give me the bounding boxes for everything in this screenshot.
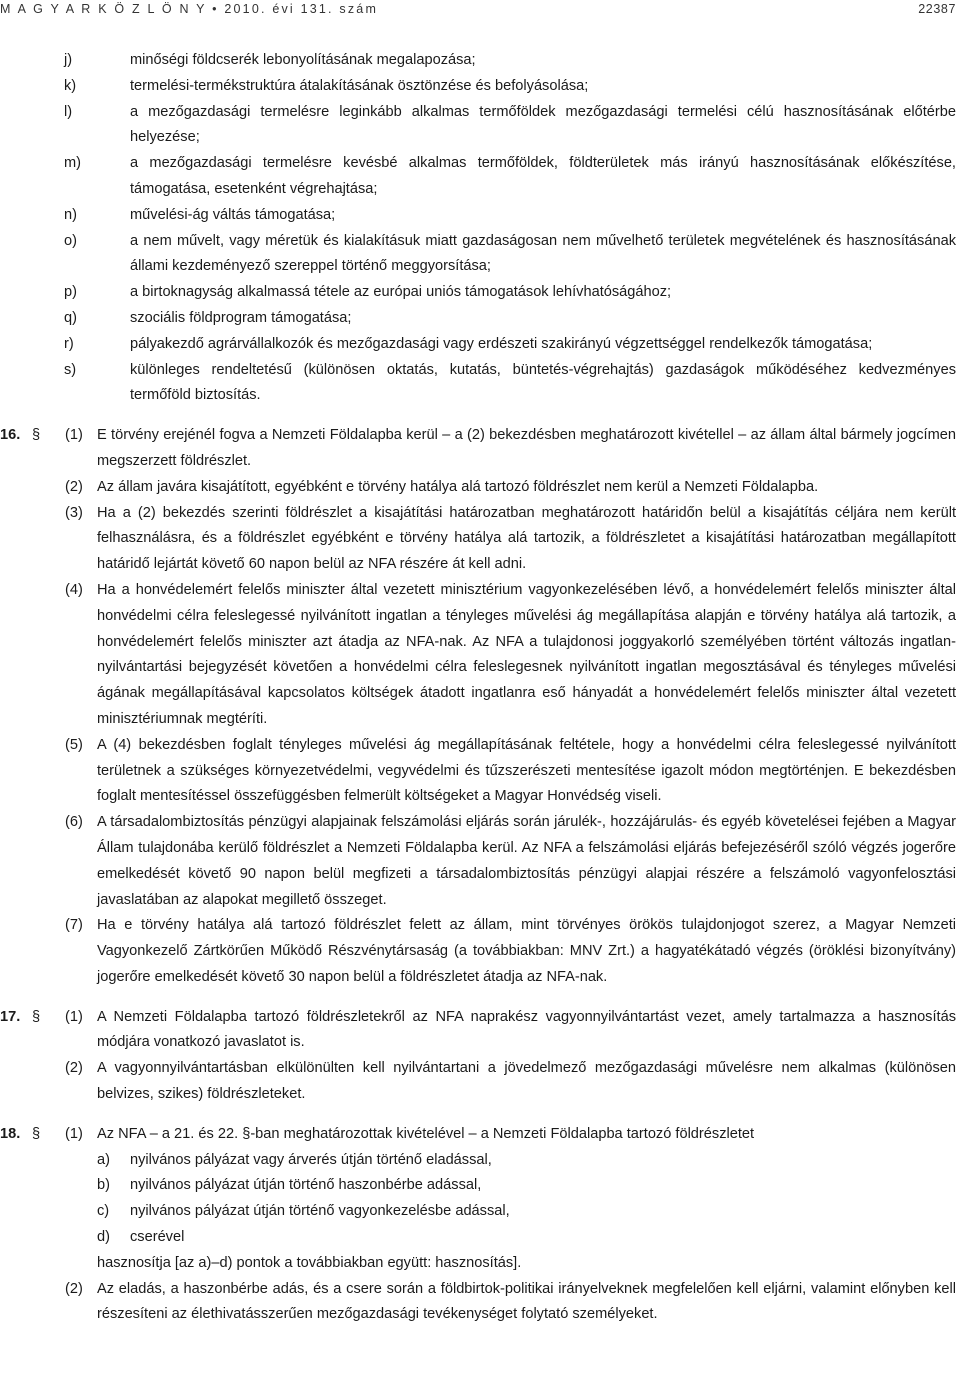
item-text: a birtoknagyság alkalmassá tétele az európai uniós támogatások lehívhatóságához;	[130, 284, 672, 301]
item-letter: n)	[64, 206, 77, 223]
paragraph	[0, 913, 960, 990]
item-text: termelési-termékstruktúra átalakításának ösztönzése és befolyásolása;	[130, 77, 589, 94]
list-item	[0, 358, 960, 410]
paragraph-number: (6)	[65, 814, 83, 831]
paragraph-text: Az állam javára kisajátított, egyébként e törvény hatálya alá tartozó földrészlet nem kerül a Nemzeti Földalapba.	[97, 478, 819, 495]
paragraph-text: Az eladás, a haszonbérbe adás, és a csere során a földbirtok-politikai irányelveknek megfelelően kell eljárni, valamint előnyben kell részesíteni az élethivatásszerűen mezőgazdasági tevékenységet folytató személyeket.	[97, 1280, 956, 1323]
paragraph	[0, 501, 960, 578]
paragraph-text: E törvény erejénél fogva a Nemzeti Földalapba kerül – a (2) bekezdésben meghatározott kivétellel – az állam által bármely jogcímen megszerzett földrészlet.	[97, 427, 956, 469]
paragraph-text: A társadalombiztosítás pénzügyi alapjainak felszámolási eljárás során járulék-, hozzájárulás- és egyéb követelései fejében a Magyar Állam tulajdonába kerülő földrészlet a Nemzeti Földalapba kerül. Az NFA a felszámolási eljárás befejezéséről szóló végzés jogerőre emelkedését követő 90 napon belül megfizeti a társadalombiztosítás pénzügyi alapjai részére a felszámoló vagyonfelosztási javaslatában az alapokat megillető összeget.	[97, 814, 956, 908]
paragraph-number: (2)	[65, 1280, 83, 1297]
item-text: különleges rendeltetésű (különösen oktatás, kutatás, büntetés-végrehajtás) gazdaságok működéséhez kedvezményes termőföld biztosítás.	[130, 361, 956, 404]
item-text: a nem művelt, vagy méretük és kialakításuk miatt gazdaságosan nem művelhető területek megvételének és hasznosításának állami kezdeményező szereppel történő meggyorsítása;	[130, 232, 956, 275]
sub-item-text: nyilvános pályázat vagy árverés útján történő eladással,	[130, 1151, 492, 1168]
sub-item-letter: b)	[97, 1177, 110, 1194]
paragraph	[0, 1056, 960, 1108]
item-letter: p)	[64, 284, 77, 301]
list-item	[0, 280, 960, 306]
list-item	[0, 100, 960, 152]
sub-item-letter: d)	[97, 1229, 110, 1246]
paragraph-number: (1)	[65, 1125, 83, 1142]
list-item	[0, 332, 960, 358]
paragraph-number: (2)	[65, 478, 83, 495]
list-item	[0, 203, 960, 229]
item-letter: r)	[64, 335, 74, 352]
section-symbol: §	[32, 1125, 41, 1142]
item-text: pályakezdő agrárvállalkozók és mezőgazdasági vagy erdészeti szakirányú végzettséggel rendelkezők támogatása;	[130, 335, 873, 352]
sub-item	[0, 1199, 960, 1225]
sub-item-letter: a)	[97, 1151, 110, 1168]
paragraph	[0, 475, 960, 501]
item-text: a mezőgazdasági termelésre kevésbé alkalmas termőföldek, földterületek más irányú hasznosításának előkészítése, támogatása, esetenként végrehajtása;	[130, 155, 956, 197]
journal-title: M A G Y A R K Ö Z L Ö N Y • 2010. évi 131. szám	[0, 2, 379, 16]
document-body	[0, 48, 960, 1328]
paragraph-number: (2)	[65, 1060, 83, 1077]
paragraph	[0, 1122, 960, 1148]
paragraph-number: (4)	[65, 581, 83, 598]
item-text: a mezőgazdasági termelésre leginkább alkalmas termőföldek mezőgazdasági termelési célú hasznosításának előtérbe helyezése;	[130, 103, 956, 146]
section-number: 16.	[0, 427, 21, 444]
paragraph-tail: hasznosítja [az a)–d) pontok a továbbiakban együtt: hasznosítás].	[97, 1254, 522, 1271]
item-letter: o)	[64, 232, 77, 249]
paragraph	[0, 1277, 960, 1329]
paragraph-number: (7)	[65, 917, 83, 934]
paragraph	[0, 578, 960, 733]
section-number: 17.	[0, 1008, 21, 1025]
paragraph	[0, 810, 960, 913]
list-item	[0, 151, 960, 203]
paragraph-text: A Nemzeti Földalapba tartozó földrészletekről az NFA naprakész vagyonnyilvántartást vezet, amely tartalmazza a hasznosítás módjára vonatkozó javaslatot is.	[97, 1008, 956, 1051]
item-text: művelési-ág váltás támogatása;	[130, 206, 336, 223]
list-item	[0, 48, 960, 74]
paragraph-number: (3)	[65, 504, 83, 521]
sub-item-text: nyilvános pályázat útján történő haszonbérbe adással,	[130, 1177, 482, 1194]
paragraph-text: A (4) bekezdésben foglalt tényleges művelési ág megállapításának feltétele, hogy a honvédelmi célra feleslegessé nyilvánított területnek a szükséges környezetvédelmi, vegyvédelmi és tűzszerészeti mentesítése igazolt módon megtörténjen. E bekezdésben foglalt mentesítéssel összefüggésben felmerült költségeket a Magyar Honvédség viseli.	[97, 736, 956, 805]
item-letter: k)	[64, 77, 77, 94]
list-item	[0, 306, 960, 332]
section-18	[0, 1122, 960, 1328]
paragraph-text: Ha a (2) bekezdés szerinti földrészlet a kisajátítási határozatban meghatározott határidőn belül a kisajátítás céljára nem került felhasználásra, és a földrészlet egyébként e törvény hatálya alá tartozik, a földrészletet a kisajátítási határozatban megállapított határidő lejártát követő 60 napon belül az NFA részére át kell adni.	[97, 504, 956, 573]
paragraph-text: Az NFA – a 21. és 22. §-ban meghatározottak kivételével – a Nemzeti Földalapba tartozó földrészletet	[97, 1125, 755, 1142]
paragraph	[0, 733, 960, 810]
section-16	[0, 423, 960, 991]
paragraph-number: (1)	[65, 1008, 83, 1025]
paragraph-text: Ha a honvédelemért felelős miniszter által vezetett minisztérium vagyonkezelésében lévő, a honvédelemért felelős miniszter által honvédelmi célra feleslegessé nyilvánított ingatlan a tényleges művelési ág megállapítása alapján e törvény hatálya alá tartozik, a honvédelemért felelős miniszter azt átadja az NFA-nak. Az NFA a tulajdonosi joggyakorló személyében történt változás ingatlan-nyilvántartási bejegyzését követően a honvédelmi célra feleslegesnek nyilvánított ingatlan megosztásával és tényleges művelési ágának megállapításával kapcsolatos költségek átadott ingatlanra eső hányadát a honvédelemért felelős miniszter által vezetett minisztériumnak megtéríti.	[97, 581, 956, 727]
list-item	[0, 229, 960, 281]
section-symbol: §	[32, 1008, 41, 1025]
section-symbol: §	[32, 427, 41, 444]
paragraph-number: (1)	[65, 427, 83, 444]
paragraph	[0, 423, 960, 475]
item-text: szociális földprogram támogatása;	[130, 309, 352, 326]
item-letter: q)	[64, 309, 77, 326]
item-text: minőségi földcserék lebonyolításának megalapozása;	[130, 52, 476, 68]
sub-item	[0, 1173, 960, 1199]
paragraph-number: (5)	[65, 736, 83, 753]
paragraph-text: Ha e törvény hatálya alá tartozó földrészlet felett az állam, mint törvényes örökös tulajdonjogot szerez, a Magyar Nemzeti Vagyonkezelő Zártkörűen Működő Részvénytársaság (a továbbiakban: MNV Zrt.) a hagyatékátadó végzés (öröklési bizonyítvány) jogerőre emelkedését követő 30 napon belül a földrészletet átadja az NFA-nak.	[97, 917, 956, 985]
page-number: 22387	[918, 2, 956, 16]
section-number: 18.	[0, 1125, 21, 1142]
item-letter: s)	[64, 361, 77, 378]
paragraph-text: A vagyonnyilvántartásban elkülönülten kell nyilvántartani a jövedelmező mezőgazdasági művelésre nem alkalmas (különösen belvizes, szikes) földrészleteket.	[97, 1060, 956, 1103]
section-17	[0, 1005, 960, 1108]
item-letter: l)	[64, 103, 73, 120]
sub-item	[0, 1225, 960, 1251]
item-letter: j)	[64, 52, 73, 68]
list-item	[0, 74, 960, 100]
sub-item-text: nyilvános pályázat útján történő vagyonkezelésbe adással,	[130, 1203, 510, 1220]
paragraph	[0, 1005, 960, 1057]
item-letter: m)	[64, 155, 82, 172]
sub-item-text: cserével	[130, 1229, 185, 1246]
sub-item	[0, 1148, 960, 1174]
page-header	[0, 0, 960, 20]
sub-item-letter: c)	[97, 1203, 110, 1220]
